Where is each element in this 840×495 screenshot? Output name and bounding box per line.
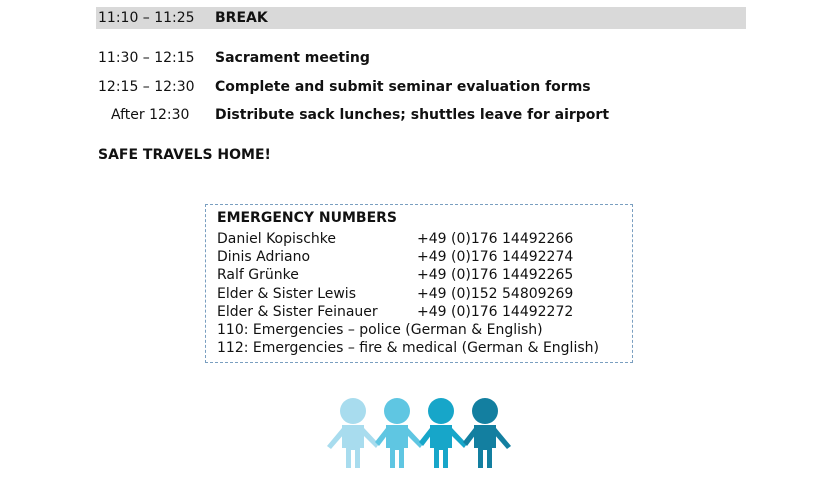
emergency-title: EMERGENCY NUMBERS [217,210,398,226]
schedule-activity: BREAK [215,10,268,26]
schedule-time: After 12:30 [111,107,190,123]
schedule-row-evaluation [98,76,748,98]
schedule-time: 11:30 – 12:15 [98,50,195,66]
emergency-note-medical: 112: Emergencies – fire & medical (German & English) [217,340,599,356]
contact-name: Dinis Adriano [217,249,311,265]
person-icon [463,398,511,468]
schedule-row-sacrament [98,47,748,69]
people-holding-hands-illustration [325,398,515,470]
contact-name: Elder & Sister Lewis [217,286,356,302]
contact-name: Daniel Kopischke [217,231,336,247]
contact-name: Elder & Sister Feinauer [217,304,378,320]
schedule-activity: Distribute sack lunches; shuttles leave for airport [215,107,610,123]
schedule-time: 11:10 – 11:25 [98,10,195,26]
contact-phone: +49 (0)176 14492274 [417,249,574,265]
schedule-row-break [98,7,748,29]
person-icon [327,398,379,468]
schedule-row-departure [98,104,748,126]
schedule-activity: Complete and submit seminar evaluation forms [215,79,591,95]
contact-phone: +49 (0)152 54809269 [417,286,574,302]
contact-phone: +49 (0)176 14492266 [417,231,574,247]
contact-phone: +49 (0)176 14492272 [417,304,574,320]
contact-name: Ralf Grünke [217,267,299,283]
person-icon [375,398,423,468]
people-icon [325,398,515,470]
emergency-note-police: 110: Emergencies – police (German & English) [217,322,543,338]
emergency-numbers-box [205,204,633,363]
schedule-activity: Sacrament meeting [215,50,370,66]
contact-phone: +49 (0)176 14492265 [417,267,574,283]
person-icon [419,398,467,468]
closing-message: SAFE TRAVELS HOME! [98,147,271,163]
schedule-time: 12:15 – 12:30 [98,79,195,95]
